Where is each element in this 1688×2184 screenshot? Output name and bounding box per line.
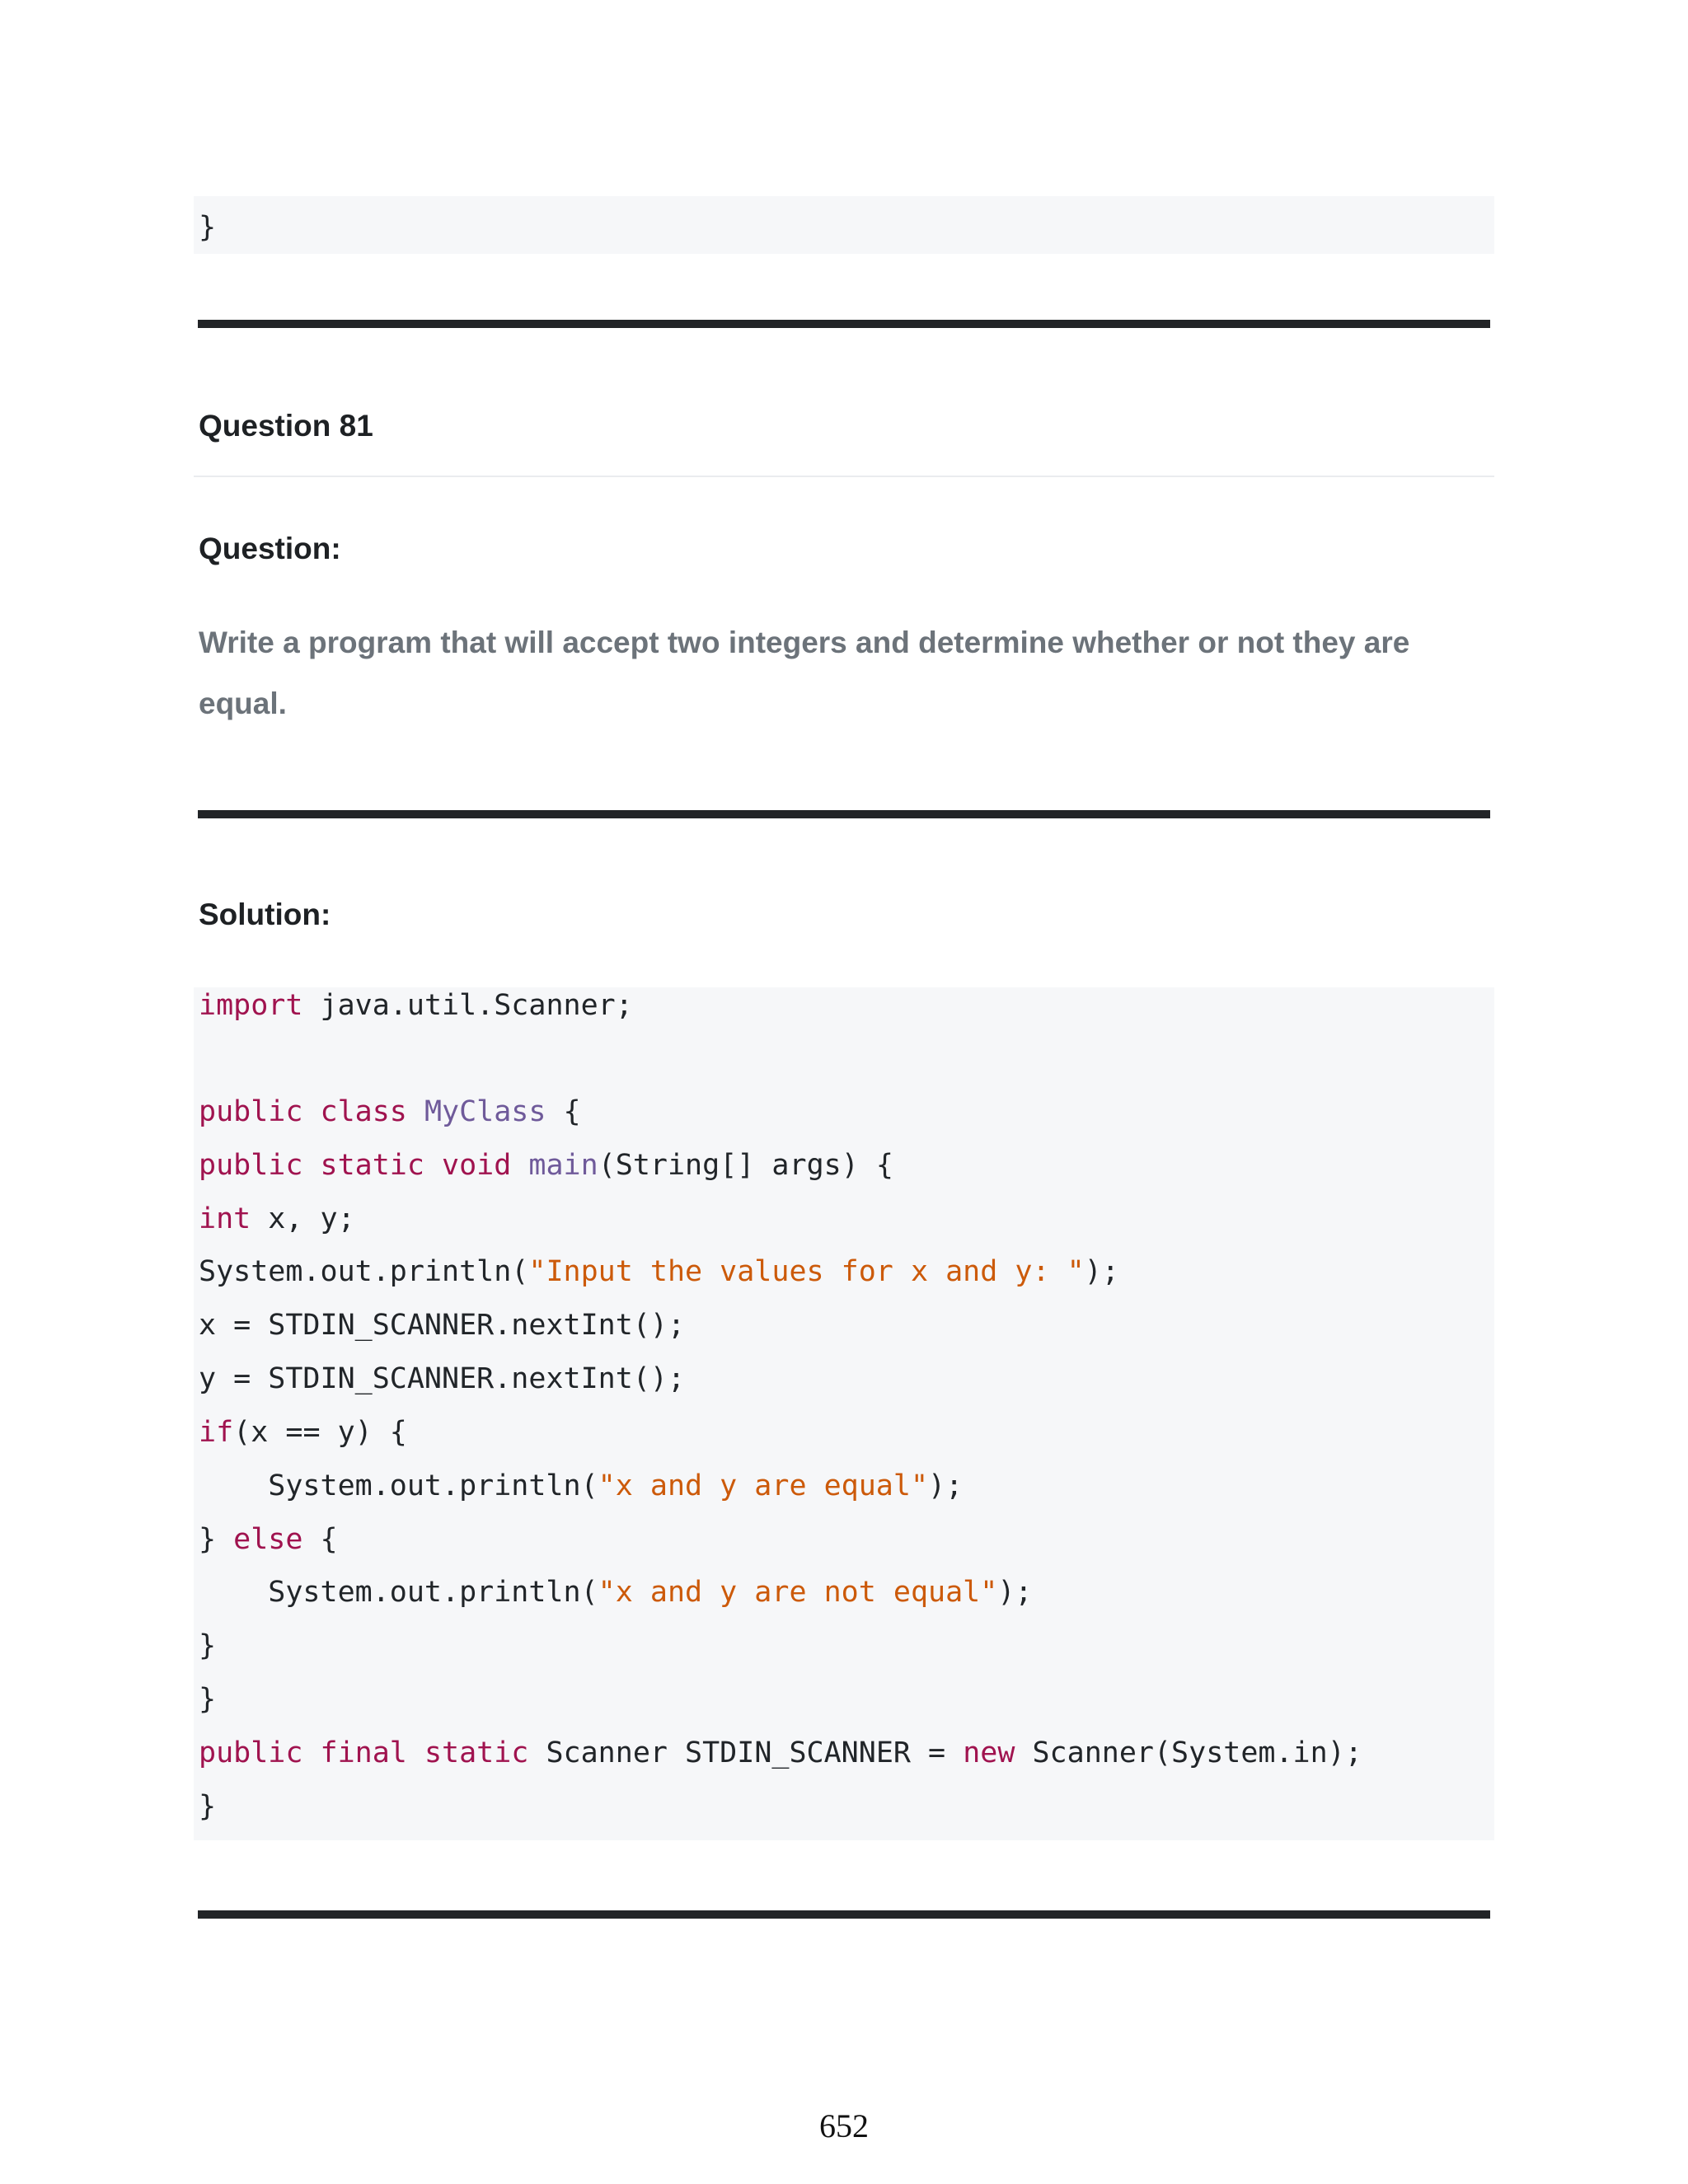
code-line-11: } else { xyxy=(199,1523,338,1556)
code-line-12: System.out.println("x and y are not equal"); xyxy=(199,1576,1033,1609)
code-token-string: "x and y are not equal" xyxy=(598,1576,998,1609)
section-divider-bottom xyxy=(198,1910,1490,1919)
code-token-keyword: void xyxy=(442,1149,512,1182)
section-divider-middle xyxy=(198,810,1490,818)
code-token-keyword: static xyxy=(320,1149,424,1182)
code-token-keyword: new xyxy=(963,1736,1015,1769)
question-text: Write a program that will accept two integers and determine whether or not they are equal. xyxy=(199,626,1410,720)
code-line-6: System.out.println("Input the values for x and y: "); xyxy=(199,1255,1119,1288)
question-label: Question: xyxy=(199,532,341,565)
code-token-keyword: static xyxy=(424,1736,529,1769)
code-line-10: System.out.println("x and y are equal"); xyxy=(199,1469,964,1502)
code-line-8: y = STDIN_SCANNER.nextInt(); xyxy=(199,1362,686,1395)
code-token-keyword: final xyxy=(320,1736,407,1769)
code-line-3: public class MyClass { xyxy=(199,1095,581,1128)
code-line-13: } xyxy=(199,1629,217,1662)
code-token-keyword: int xyxy=(199,1202,251,1235)
code-token-string: "x and y are equal" xyxy=(598,1469,929,1502)
page-number: 652 xyxy=(819,2107,869,2144)
solution-label: Solution: xyxy=(199,898,331,931)
heading-underline xyxy=(194,476,1494,477)
code-token-keyword: class xyxy=(320,1095,407,1128)
code-token-keyword: public xyxy=(199,1095,303,1128)
code-token-keyword: if xyxy=(199,1416,234,1449)
code-line-9: if(x == y) { xyxy=(199,1416,407,1449)
code-line-14: } xyxy=(199,1683,217,1716)
solution-code-block xyxy=(194,987,1494,1840)
code-token-class-name: MyClass xyxy=(424,1095,546,1128)
code-line-7: x = STDIN_SCANNER.nextInt(); xyxy=(199,1309,686,1342)
code-token-keyword: public xyxy=(199,1149,303,1182)
section-divider-top xyxy=(198,320,1490,328)
code-line-15: public final static Scanner STDIN_SCANNER = new Scanner(System.in); xyxy=(199,1736,1362,1769)
question-number-heading: Question 81 xyxy=(199,409,373,443)
code-token-method-name: main xyxy=(528,1149,598,1182)
code-line-1: import java.util.Scanner; xyxy=(199,989,633,1022)
code-token-keyword: public xyxy=(199,1736,303,1769)
code-line-16: } xyxy=(199,1790,217,1823)
previous-code-block xyxy=(194,196,1494,254)
code-line-closing-brace: } xyxy=(199,211,217,244)
code-token-keyword: else xyxy=(233,1523,303,1556)
code-line-5: int x, y; xyxy=(199,1202,355,1235)
code-token-string: "Input the values for x and y: " xyxy=(528,1255,1085,1288)
code-token-keyword: import xyxy=(199,989,303,1022)
code-line-4: public static void main(String[] args) { xyxy=(199,1149,893,1182)
